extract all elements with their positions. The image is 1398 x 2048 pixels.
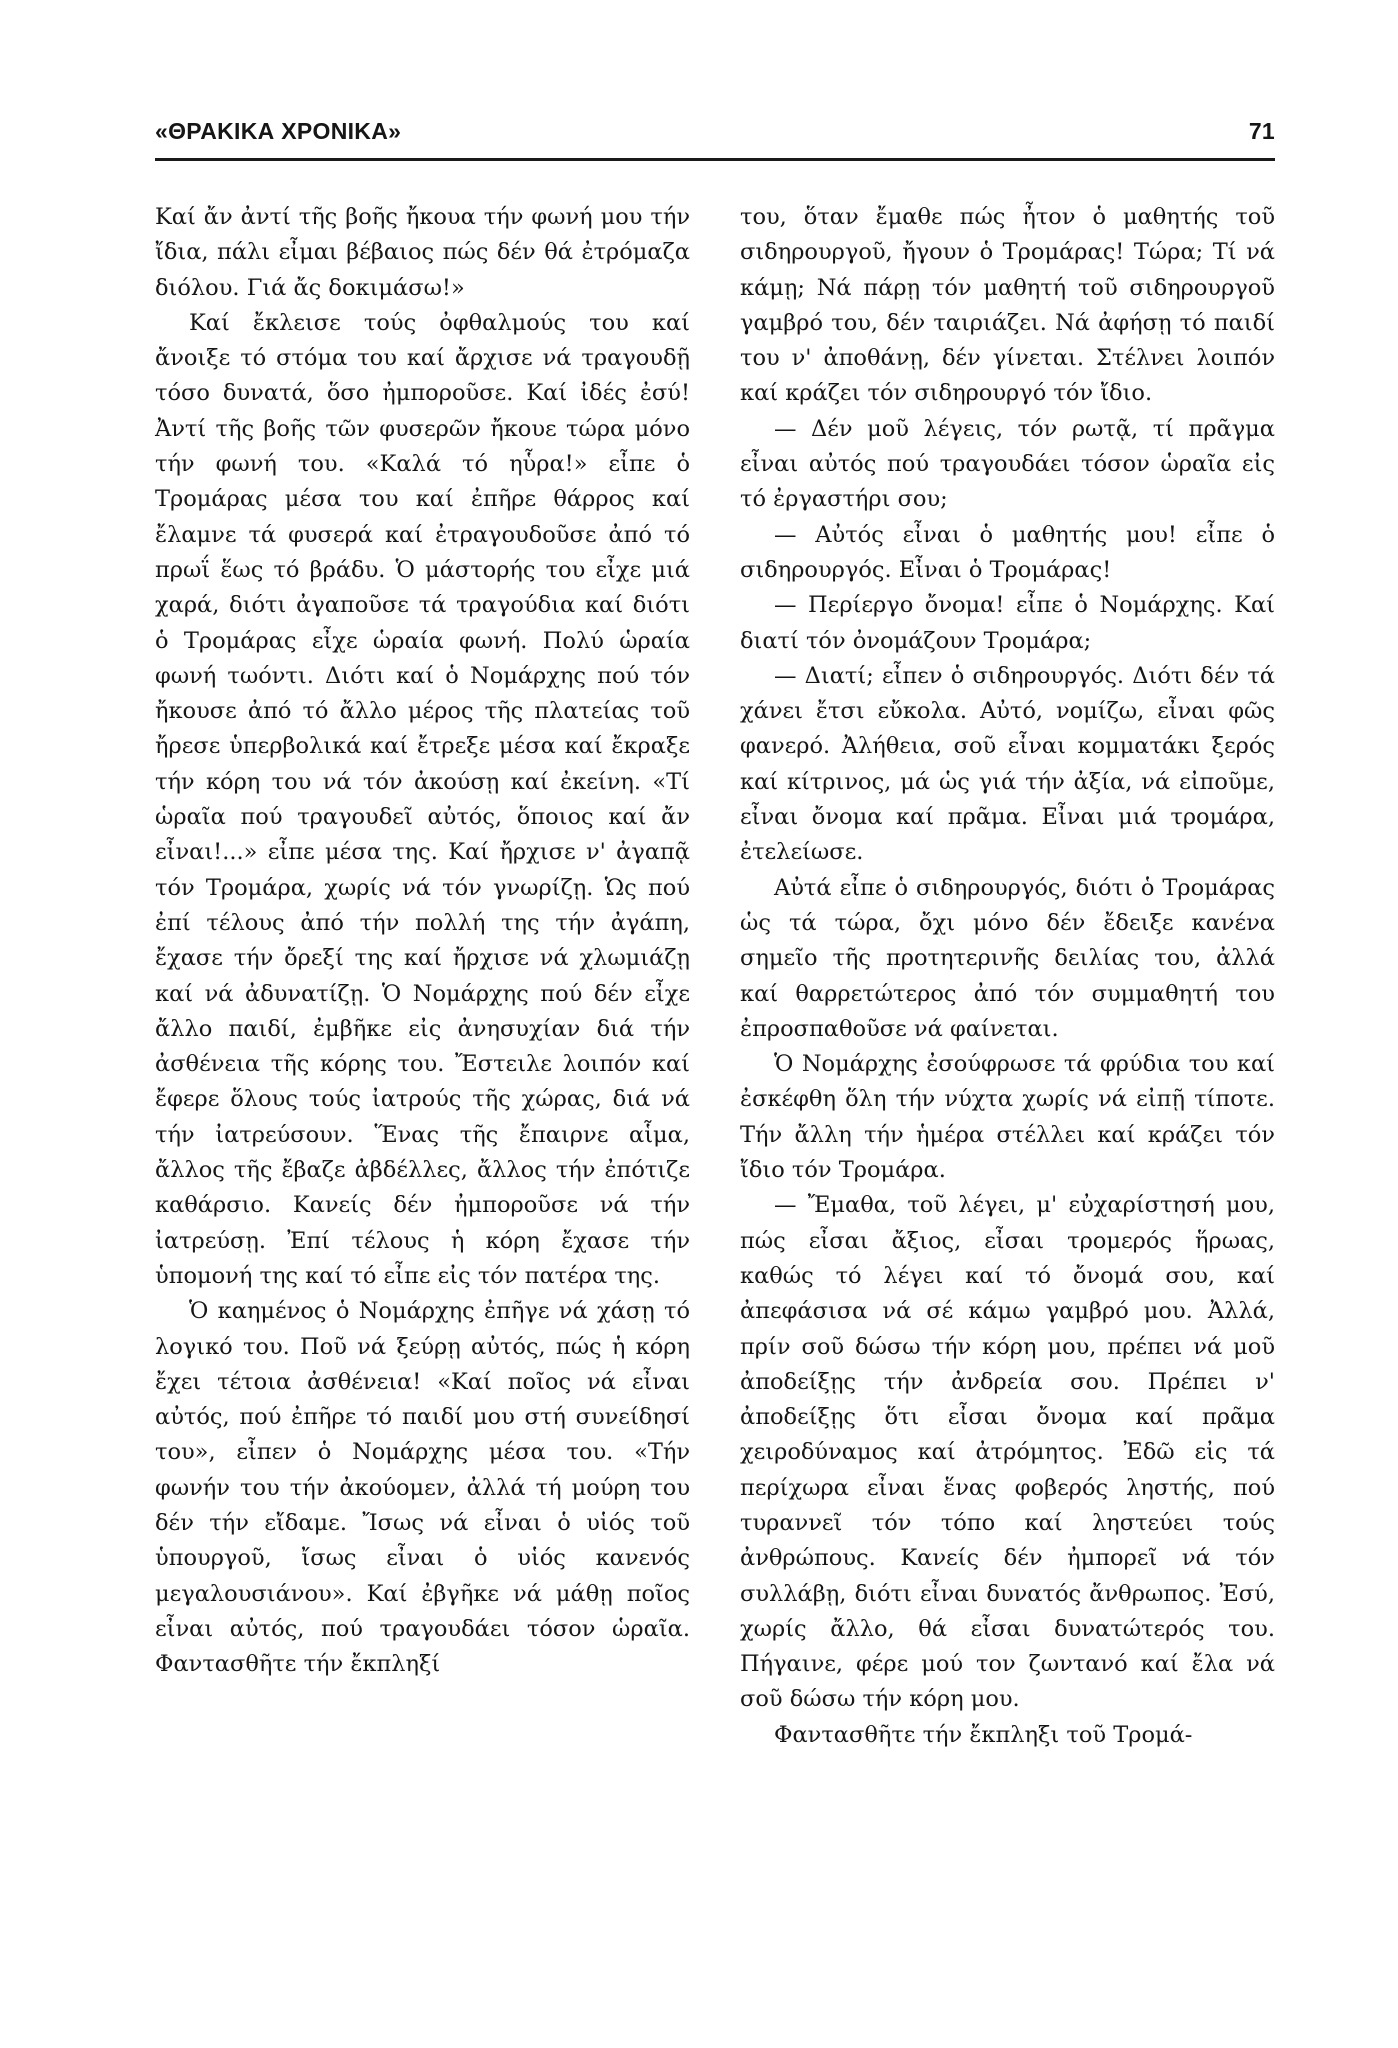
- running-title: «ΘΡΑΚΙΚΑ ΧΡΟΝΙΚΑ»: [155, 118, 402, 144]
- paragraph: Φαντασθῆτε τήν ἔκπληξι τοῦ Τρομά-: [774, 1721, 1193, 1748]
- text-columns: [155, 200, 1275, 1753]
- paragraph: — Διατί; εἶπεν ὁ σιδηρουργός. Διότι δέν τά χάνει ἔτσι εὔκολα. Αὐτό, νομίζω, εἶναι φῶς φανερό. Ἀλήθεια, σοῦ εἶναι κομματάκι ξερός καί κίτρινος, μά ὡς γιά τήν ἀξία, νά εἰποῦμε, εἶναι ὄνομα καί πρᾶμα. Εἶναι μιά τρομάρα, ἐτελείωσε.: [740, 662, 1275, 866]
- paragraph: — Ἔμαθα, τοῦ λέγει, μ' εὐχαρίστησή μου, πώς εἶσαι ἄξιος, εἶσαι τρομερός ἥρωας, καθώς τό λέγει καί τό ὄνομά σου, καί ἀπεφάσισα νά σέ κάμω γαμβρό μου. Ἀλλά, πρίν σοῦ δώσω τήν κόρη μου, πρέπει νά μοῦ ἀποδείξῃς τήν ἀνδρεία σου. Πρέπει ν' ἀποδείξῃς ὅτι εἶσαι ὄνομα καί πρᾶμα χειροδύναμος καί ἀτρόμητος. Ἐδῶ εἰς τά περίχωρα εἶναι ἕνας φοβερός ληστής, πού τυραννεῖ τόν τόπο καί ληστεύει τούς ἀνθρώπους. Κανείς δέν ἠμπορεῖ νά τόν συλλάβῃ, διότι εἶναι δυνατός ἄνθρωπος. Ἐσύ, χωρίς ἄλλο, θά εἶσαι δυνατώτερός του. Πήγαινε, φέρε μού τον ζωντανό καί ἔλα νά σοῦ δώσω τήν κόρη μου.: [740, 1192, 1275, 1713]
- right-column: [740, 200, 1275, 1753]
- paragraph: Ὁ καημένος ὁ Νομάρχης ἐπῆγε νά χάσῃ τό λογικό του. Ποῦ νά ξεύρῃ αὐτός, πώς ἡ κόρη ἔχει τέτοια ἀσθένεια! «Καί ποῖος νά εἶναι αὐτός, πού ἐπῆρε τό παιδί μου στή συνείδησί του», εἶπεν ὁ Νομάρχης μέσα του. «Τήν φωνήν του τήν ἀκούομεν, ἀλλά τή μούρη του δέν τήν εἴδαμε. Ἴσως νά εἶναι ὁ υἱός τοῦ ὑπουργοῦ, ἴσως εἶναι ὁ υἱός κανενός μεγαλουσιάνου». Καί ἐβγῆκε νά μάθῃ ποῖος εἶναι αὐτός, πού τραγουδάει τόσον ὡραῖα. Φαντασθῆτε τήν ἔκπληξί: [155, 1298, 690, 1678]
- page-number: 71: [1248, 118, 1275, 144]
- paragraph: Αὐτά εἶπε ὁ σιδηρουργός, διότι ὁ Τρομάρας ὡς τά τώρα, ὄχι μόνο δέν ἔδειξε κανένα σημεῖο τῆς προτητερινῆς δειλίας του, ἀλλά καί θαρρετώτερος ἀπό τόν συμμαθητή του ἐπροσπαθοῦσε νά φαίνεται.: [740, 874, 1275, 1042]
- paragraph: Καί ἔκλεισε τούς ὀφθαλμούς του καί ἄνοιξε τό στόμα του καί ἄρχισε νά τραγουδῇ τόσο δυνατά, ὅσο ἠμποροῦσε. Καί ἰδές ἐσύ! Ἀντί τῆς βοῆς τῶν φυσερῶν ἤκουε τώρα μόνο τήν φωνή του. «Καλά τό ηὗρα!» εἶπε ὁ Τρομάρας μέσα του καί ἐπῆρε θάρρος καί ἔλαμνε τά φυσερά καί ἐτραγουδοῦσε ἀπό τό πρωΐ ἕως τό βράδυ. Ὁ μάστορής του εἶχε μιά χαρά, διότι ἀγαποῦσε τά τραγούδια καί διότι ὁ Τρομάρας εἶχε ὡραία φωνή. Πολύ ὡραία φωνή τωόντι. Διότι καί ὁ Νομάρχης πού τόν ἤκουσε ἀπό τό ἄλλο μέρος τῆς πλατείας τοῦ ἤρεσε ὑπερβολικά καί ἔτρεξε μέσα καί ἔκραξε τήν κόρη του νά τόν ἀκούσῃ καί ἐκείνη. «Τί ὡραῖα πού τραγουδεῖ αὐτός, ὅποιος καί ἄν εἶναι!...» εἶπε μέσα της. Καί ἤρχισε ν' ἀγαπᾷ τόν Τρομάρα, χωρίς νά τόν γνωρίζῃ. Ὡς πού ἐπί τέλους ἀπό τήν πολλή της τήν ἀγάπη, ἔχασε τήν ὄρεξί της καί ἤρχισε νά χλωμιάζῃ καί νά ἀδυνατίζῃ. Ὁ Νομάρχης πού δέν εἶχε ἄλλο παιδί, ἐμβῆκε εἰς ἀνησυχίαν διά τήν ἀσθένεια τῆς κόρης του. Ἔστειλε λοιπόν καί ἔφερε ὅλους τούς ἰατρούς τῆς χώρας, διά νά τήν ἰατρεύσουν. Ἕνας τῆς ἔπαιρνε αἷμα, ἄλλος τῆς ἔβαζε ἀβδέλλες, ἄλλος τήν ἐπότιζε καθάρσιο. Κανείς δέν ἠμποροῦσε νά τήν ἰατρεύσῃ. Ἐπί τέλους ἡ κόρη ἔχασε τήν ὑπομονή της καί τό εἶπε εἰς τόν πατέρα της.: [155, 309, 690, 1289]
- book-page: [155, 110, 1275, 1990]
- paragraph: Καί ἄν ἀντί τῆς βοῆς ἤκουα τήν φωνή μου τήν ἴδια, πάλι εἶμαι βέβαιος πώς δέν θά ἐτρόμαζα διόλου. Γιά ἄς δοκιμάσω!»: [155, 204, 690, 301]
- page-header: [155, 110, 1275, 160]
- paragraph: — Περίεργο ὄνομα! εἶπε ὁ Νομάρχης. Καί διατί τόν ὀνομάζουν Τρομάρα;: [740, 592, 1275, 654]
- paragraph: του, ὅταν ἔμαθε πώς ἦτον ὁ μαθητής τοῦ σιδηρουργοῦ, ἤγουν ὁ Τρομάρας! Τώρα; Τί νά κάμῃ; Νά πάρῃ τόν μαθητή τοῦ σιδηρουργοῦ γαμβρό του, δέν ταιριάζει. Νά ἀφήσῃ τό παιδί του ν' ἀποθάνῃ, δέν γίνεται. Στέλνει λοιπόν καί κράζει τόν σιδηρουργό τόν ἴδιο.: [740, 204, 1275, 407]
- paragraph: — Αὐτός εἶναι ὁ μαθητής μου! εἶπε ὁ σιδηρουργός. Εἶναι ὁ Τρομάρας!: [740, 521, 1275, 583]
- header-rule: [155, 158, 1275, 161]
- paragraph: — Δέν μοῦ λέγεις, τόν ρωτᾷ, τί πρᾶγμα εἶναι αὐτός πού τραγουδάει τόσον ὡραῖα εἰς τό ἐργαστήρι σου;: [740, 415, 1275, 513]
- left-column: [155, 200, 690, 1753]
- paragraph: Ὁ Νομάρχης ἐσούφρωσε τά φρύδια του καί ἐσκέφθη ὅλη τήν νύχτα χωρίς νά εἰπῇ τίποτε. Τήν ἄλλη τήν ἡμέρα στέλλει καί κράζει τόν ἴδιο τόν Τρομάρα.: [740, 1051, 1275, 1184]
